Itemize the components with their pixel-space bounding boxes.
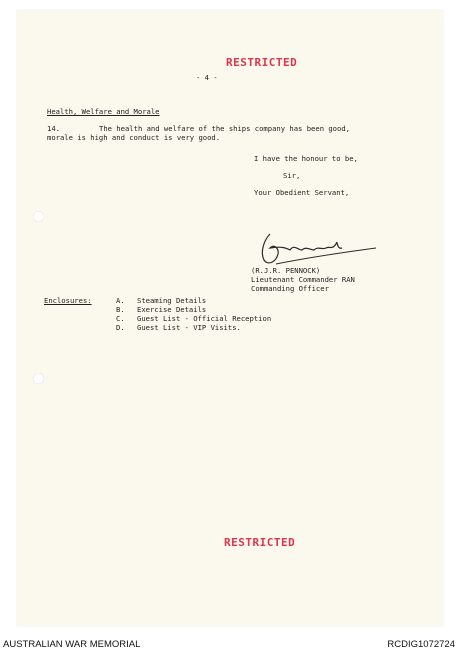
enclosure-letter: B. bbox=[116, 305, 125, 314]
enclosure-item: Exercise Details bbox=[137, 305, 207, 314]
signatory-name: (R.J.R. PENNOCK) bbox=[251, 266, 321, 275]
restricted-stamp-top: RESTRICTED bbox=[226, 56, 298, 69]
paragraph-line: The health and welfare of the ships company has been good, bbox=[99, 124, 350, 133]
enclosure-item: Guest List - Official Reception bbox=[137, 314, 272, 323]
signatory-role: Commanding Officer bbox=[251, 284, 329, 293]
enclosures-label: Enclosures: bbox=[44, 296, 92, 305]
paragraph-line: morale is high and conduct is very good. bbox=[47, 133, 221, 142]
enclosure-letter: C. bbox=[116, 314, 125, 323]
enclosure-item: Steaming Details bbox=[137, 296, 207, 305]
restricted-stamp-bottom: RESTRICTED bbox=[224, 536, 296, 549]
footer-archive-name: AUSTRALIAN WAR MEMORIAL bbox=[3, 639, 141, 650]
signatory-rank: Lieutenant Commander RAN bbox=[251, 275, 355, 284]
closing-line: I have the honour to be, bbox=[254, 154, 358, 163]
enclosure-letter: D. bbox=[116, 323, 125, 332]
paragraph-number: 14. bbox=[47, 124, 60, 133]
enclosure-item: Guest List - VIP Visits. bbox=[137, 323, 241, 332]
page-number: - 4 - bbox=[196, 73, 218, 82]
footer-record-id: RCDIG1072724 bbox=[387, 639, 455, 650]
punch-hole-top bbox=[33, 211, 44, 222]
section-heading: Health, Welfare and Morale bbox=[47, 107, 160, 116]
closing-line: Sir, bbox=[283, 171, 301, 180]
punch-hole-bottom bbox=[33, 373, 44, 384]
enclosure-letter: A. bbox=[116, 296, 125, 305]
closing-line: Your Obedient Servant, bbox=[254, 188, 350, 197]
